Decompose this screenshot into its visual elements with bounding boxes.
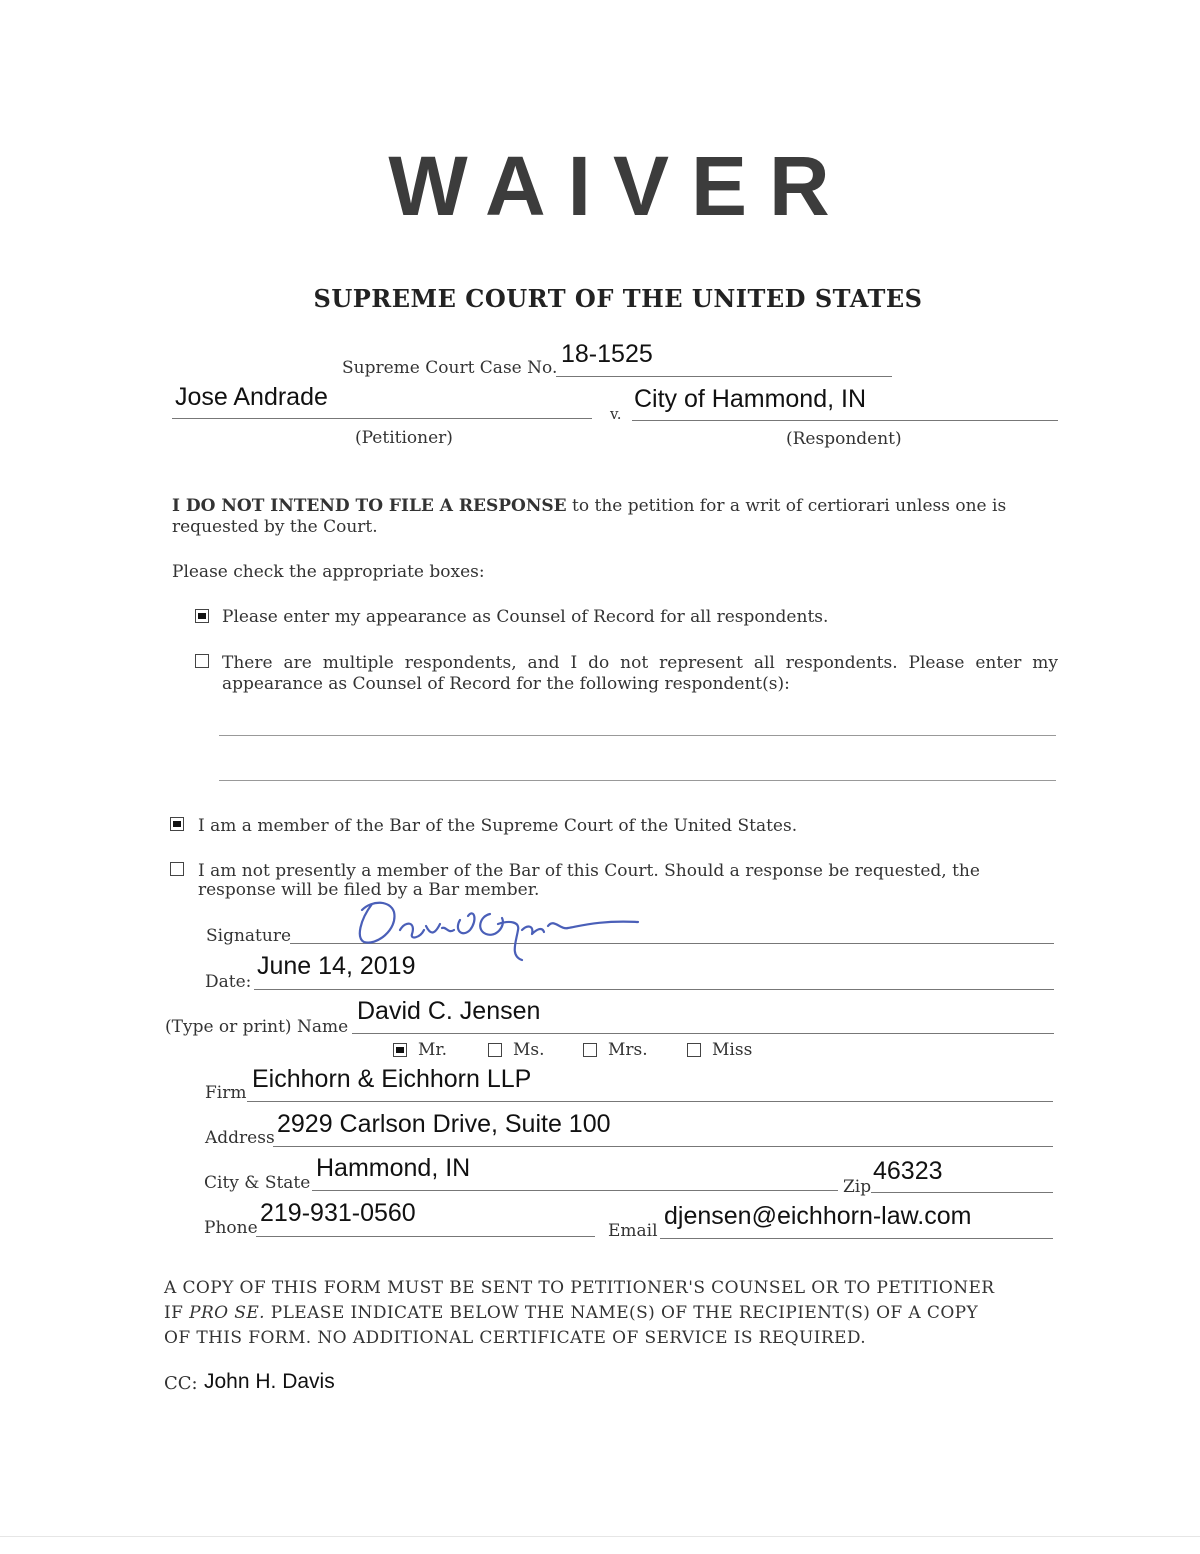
phone-label: Phone xyxy=(204,1218,258,1238)
versus-label: v. xyxy=(610,405,622,423)
petitioner-line xyxy=(172,418,592,419)
multiple-respondents-label: There are multiple respondents, and I do not represent all respondents. Please enter my appearance as Counsel of Record for the following respondent(s): xyxy=(222,653,1058,694)
ms-checkbox[interactable] xyxy=(488,1043,502,1057)
scan-edge xyxy=(0,1536,1200,1537)
respondent-entry-line-1[interactable] xyxy=(219,735,1056,736)
case-number-label: Supreme Court Case No. xyxy=(342,358,558,378)
petitioner-name[interactable]: Jose Andrade xyxy=(175,383,328,411)
case-number-value[interactable]: 18-1525 xyxy=(561,340,653,368)
phone-line xyxy=(256,1236,595,1237)
mr-checkbox[interactable] xyxy=(393,1043,407,1057)
address-value[interactable]: 2929 Carlson Drive, Suite 100 xyxy=(277,1110,611,1138)
mrs-label: Mrs. xyxy=(608,1040,648,1060)
phone-value[interactable]: 219-931-0560 xyxy=(260,1199,416,1227)
service-notice-line-3: OF THIS FORM. NO ADDITIONAL CERTIFICATE OF SERVICE IS REQUIRED. xyxy=(164,1328,867,1348)
email-line xyxy=(660,1238,1053,1239)
notice-if-text: IF xyxy=(164,1303,190,1323)
address-label: Address xyxy=(205,1128,275,1148)
respondent-entry-line-2[interactable] xyxy=(219,780,1056,781)
mr-label: Mr. xyxy=(418,1040,448,1060)
court-title: SUPREME COURT OF THE UNITED STATES xyxy=(313,284,923,313)
firm-line xyxy=(247,1101,1053,1102)
waiver-title: WAIVER xyxy=(388,139,852,233)
no-response-rest: to the petition for a writ of certiorari unless one is requested by the Court. xyxy=(172,496,1007,537)
miss-label: Miss xyxy=(712,1040,753,1060)
name-line xyxy=(352,1033,1054,1034)
not-member-label: I am not presently a member of the Bar of this Court. Should a response be requested, the response will be filed by a Bar member. xyxy=(198,861,980,900)
service-notice-line-2 xyxy=(164,1301,1064,1326)
no-response-bold: I DO NOT INTEND TO FILE A RESPONSE xyxy=(172,496,567,516)
name-label: (Type or print) Name xyxy=(165,1017,349,1037)
zip-line xyxy=(871,1192,1053,1193)
service-notice xyxy=(164,1276,1064,1351)
ms-label: Ms. xyxy=(513,1040,545,1060)
notice-pro-se: PRO SE. xyxy=(189,1303,265,1323)
signature-label: Signature xyxy=(206,926,292,946)
city-label: City & State xyxy=(204,1173,311,1193)
firm-value[interactable]: Eichhorn & Eichhorn LLP xyxy=(252,1065,532,1093)
firm-label: Firm xyxy=(205,1083,247,1103)
counsel-all-label: Please enter my appearance as Counsel of Record for all respondents. xyxy=(222,607,829,627)
city-value[interactable]: Hammond, IN xyxy=(316,1154,471,1182)
date-line xyxy=(254,989,1054,990)
cc-value[interactable]: John H. Davis xyxy=(204,1370,335,1393)
email-value[interactable]: djensen@eichhorn-law.com xyxy=(664,1202,972,1230)
petitioner-caption: (Petitioner) xyxy=(355,428,453,448)
case-number-line xyxy=(556,376,892,377)
respondent-caption: (Respondent) xyxy=(786,429,902,449)
zip-value[interactable]: 46323 xyxy=(873,1157,943,1185)
cc-label: CC: xyxy=(164,1373,198,1394)
mrs-checkbox[interactable] xyxy=(583,1043,597,1057)
city-line xyxy=(312,1190,838,1191)
instructions-text: Please check the appropriate boxes: xyxy=(172,562,485,582)
bar-member-checkbox[interactable] xyxy=(170,817,184,831)
address-line xyxy=(273,1146,1053,1147)
respondent-name[interactable]: City of Hammond, IN xyxy=(634,385,867,413)
miss-checkbox[interactable] xyxy=(687,1043,701,1057)
date-label: Date: xyxy=(205,972,252,992)
not-member-checkbox[interactable] xyxy=(170,862,184,876)
name-value[interactable]: David C. Jensen xyxy=(357,997,541,1025)
zip-label: Zip xyxy=(843,1177,872,1197)
respondent-line xyxy=(632,420,1058,421)
date-value[interactable]: June 14, 2019 xyxy=(257,952,416,980)
counsel-all-checkbox[interactable] xyxy=(195,609,209,623)
notice-indicate-text: PLEASE INDICATE BELOW THE NAME(S) OF THE RECIPIENT(S) OF A COPY xyxy=(264,1303,979,1323)
multiple-respondents-checkbox[interactable] xyxy=(195,654,209,668)
email-label: Email xyxy=(608,1221,658,1241)
bar-member-label: I am a member of the Bar of the Supreme Court of the United States. xyxy=(198,816,798,836)
service-notice-line-1: A COPY OF THIS FORM MUST BE SENT TO PETITIONER'S COUNSEL OR TO PETITIONER xyxy=(164,1278,995,1298)
no-response-statement xyxy=(172,496,1060,538)
